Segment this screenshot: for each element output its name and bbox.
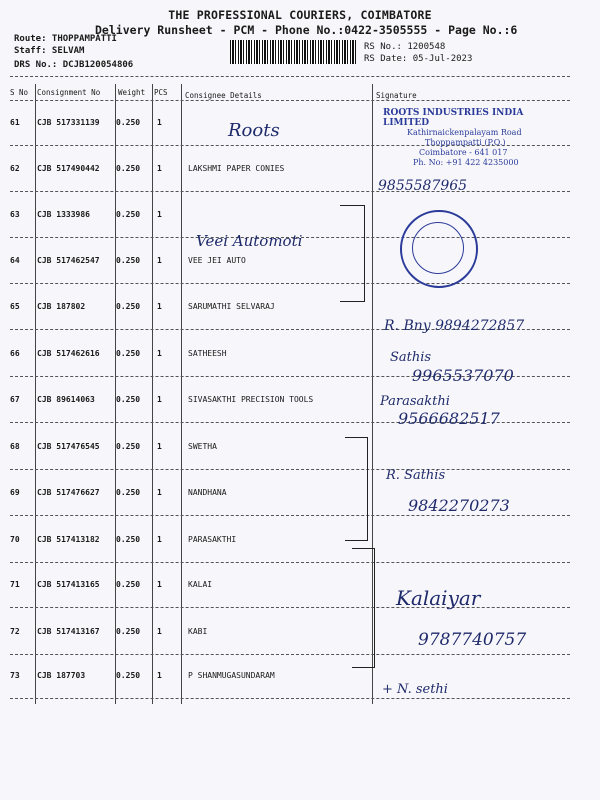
- row-divider: [10, 191, 570, 192]
- handwritten-phone: 9855587965: [378, 178, 468, 194]
- col-pcs: PCS: [154, 88, 168, 97]
- runsheet-subtitle: Delivery Runsheet - PCM - Phone No.:0422-3505555 - Page No.:6: [95, 23, 518, 37]
- row-cons: CJB 517490442: [37, 164, 100, 173]
- row-cons: CJB 517476627: [37, 488, 100, 497]
- row-sno: 68: [10, 442, 20, 451]
- row-name: SWETHA: [188, 442, 217, 451]
- divider: [10, 100, 570, 101]
- row-cons: CJB 517462616: [37, 349, 100, 358]
- row-pcs: 1: [157, 442, 162, 451]
- row-divider: [10, 698, 570, 699]
- row-weight: 0.250: [116, 442, 141, 451]
- row-pcs: 1: [157, 210, 162, 219]
- row-weight: 0.250: [116, 395, 141, 404]
- row-cons: CJB 517476545: [37, 442, 100, 451]
- row-cons: CJB 187802: [37, 302, 86, 311]
- col-signature: Signature: [376, 91, 417, 100]
- row-pcs: 1: [157, 349, 162, 358]
- stamp-line: Ph. No: +91 422 4235000: [413, 158, 519, 167]
- row-name: SATHEESH: [188, 349, 227, 358]
- col-weight: Weight: [118, 88, 146, 97]
- rs-number: RS No.: 1200548: [364, 42, 446, 52]
- col-sno: S No: [10, 88, 29, 97]
- company-stamp: [383, 108, 563, 178]
- row-pcs: 1: [157, 627, 162, 636]
- row-pcs: 1: [157, 535, 162, 544]
- company-title: THE PROFESSIONAL COURIERS, COIMBATORE: [168, 8, 432, 22]
- row-divider: [10, 283, 570, 284]
- handwritten-vee-jei: Veei Automoti: [196, 232, 303, 250]
- row-cons: CJB 1333986: [37, 210, 90, 219]
- row-name: VEE JEI AUTO: [188, 256, 246, 265]
- row-sno: 64: [10, 256, 20, 265]
- row-sno: 71: [10, 580, 20, 589]
- route-label: Route: THOPPAMPATTI: [14, 34, 117, 44]
- column-rule: [115, 84, 116, 704]
- row-sno: 73: [10, 671, 20, 680]
- column-rule: [152, 84, 153, 704]
- stamp-line: Coimbatore - 641 017: [419, 148, 508, 157]
- row-cons: CJB 517413182: [37, 535, 100, 544]
- rs-date: RS Date: 05-Jul-2023: [364, 54, 473, 64]
- row-sno: 72: [10, 627, 20, 636]
- row-weight: 0.250: [116, 488, 141, 497]
- row-divider: [10, 607, 570, 608]
- row-pcs: 1: [157, 488, 162, 497]
- row-pcs: 1: [157, 256, 162, 265]
- row-pcs: 1: [157, 671, 162, 680]
- row-weight: 0.250: [116, 210, 141, 219]
- row-sno: 67: [10, 395, 20, 404]
- group-bracket: [340, 205, 365, 302]
- row-sno: 63: [10, 210, 20, 219]
- row-sno: 70: [10, 535, 20, 544]
- round-seal: [400, 210, 478, 288]
- row-weight: 0.250: [116, 118, 141, 127]
- column-rule: [35, 84, 36, 704]
- handwritten-signature: R. Sathis: [386, 468, 446, 483]
- row-name: KALAI: [188, 580, 213, 589]
- row-weight: 0.250: [116, 627, 141, 636]
- handwritten-phone: 9965537070: [412, 366, 514, 385]
- col-consignee: Consignee Details: [185, 91, 262, 100]
- row-divider: [10, 654, 570, 655]
- staff-label: Staff: SELVAM: [14, 46, 85, 56]
- row-name: SARUMATHI SELVARAJ: [188, 302, 275, 311]
- row-weight: 0.250: [116, 164, 141, 173]
- col-consignment: Consignment No: [37, 88, 101, 97]
- row-name: P SHANMUGASUNDARAM: [188, 671, 275, 680]
- row-name: KABI: [188, 627, 208, 636]
- handwritten-roots: Roots: [228, 120, 280, 141]
- handwritten-phone: 9842270273: [408, 496, 510, 515]
- row-cons: CJB 517413167: [37, 627, 100, 636]
- handwritten-signature: + N. sethi: [382, 682, 448, 697]
- row-name: PARASAKTHI: [188, 535, 237, 544]
- row-sno: 61: [10, 118, 20, 127]
- handwritten-phone: 9787740757: [418, 630, 527, 650]
- row-weight: 0.250: [116, 671, 141, 680]
- row-pcs: 1: [157, 302, 162, 311]
- stamp-line: ROOTS INDUSTRIES INDIA LIMITED: [383, 108, 524, 128]
- stamp-line: Kathirnaickenpalayam Road: [407, 128, 522, 137]
- row-weight: 0.250: [116, 256, 141, 265]
- row-name: LAKSHMI PAPER CONIES: [188, 164, 285, 173]
- handwritten-signature: Sathis: [390, 350, 432, 365]
- column-rule: [181, 84, 182, 704]
- row-sno: 65: [10, 302, 20, 311]
- row-cons: CJB 89614063: [37, 395, 95, 404]
- group-bracket: [352, 548, 375, 668]
- barcode: [230, 40, 356, 64]
- handwritten-phone: 9566682517: [398, 409, 500, 428]
- row-sno: 62: [10, 164, 20, 173]
- divider: [10, 76, 570, 77]
- row-cons: CJB 517331139: [37, 118, 100, 127]
- stamp-line: Thoppampatti (P.O.): [425, 138, 506, 147]
- row-cons: CJB 517462547: [37, 256, 100, 265]
- row-pcs: 1: [157, 580, 162, 589]
- row-weight: 0.250: [116, 535, 141, 544]
- row-pcs: 1: [157, 164, 162, 173]
- row-weight: 0.250: [116, 349, 141, 358]
- handwritten-signature: Kalaiyar: [396, 586, 481, 610]
- row-cons: CJB 517413165: [37, 580, 100, 589]
- row-name: NANDHANA: [188, 488, 227, 497]
- handwritten-signature: Parasakthi: [380, 394, 450, 409]
- row-pcs: 1: [157, 118, 162, 127]
- row-name: SIVASAKTHI PRECISION TOOLS: [188, 395, 314, 404]
- row-sno: 66: [10, 349, 20, 358]
- drs-number: DRS No.: DCJB120054806: [14, 60, 134, 70]
- row-cons: CJB 187703: [37, 671, 86, 680]
- row-sno: 69: [10, 488, 20, 497]
- row-pcs: 1: [157, 395, 162, 404]
- row-weight: 0.250: [116, 580, 141, 589]
- group-bracket: [345, 437, 368, 541]
- row-divider: [10, 469, 570, 470]
- handwritten-signature: R. Bny 9894272857: [384, 318, 525, 334]
- row-weight: 0.250: [116, 302, 141, 311]
- row-divider: [10, 562, 570, 563]
- row-divider: [10, 515, 570, 516]
